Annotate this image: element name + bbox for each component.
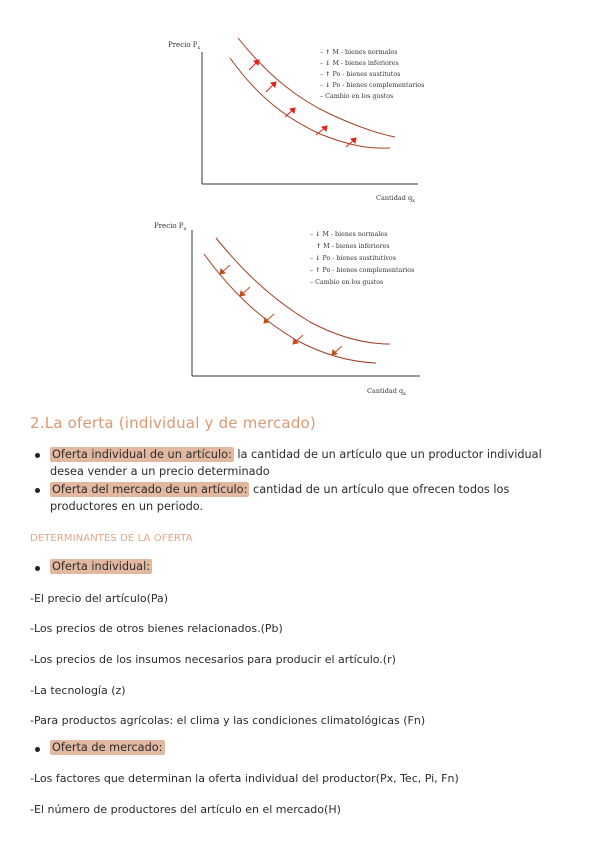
bullet-dot <box>35 747 40 752</box>
market-supply-label <box>28 741 165 754</box>
legend-item: – ↓ Po - bienes complementarios <box>320 82 425 89</box>
determinant-item: -El precio del artículo(Pa) <box>30 592 169 605</box>
individual-supply-label <box>28 560 152 573</box>
legend-item: – ↓ Po - bienes sustitutivos <box>310 255 396 262</box>
highlighted-term: Oferta del mercado de un artículo: <box>52 483 248 496</box>
legend-item: – ↑ Po - bienes sustitutos <box>320 71 401 78</box>
demand-shift-right-figure <box>150 30 450 210</box>
list-item <box>28 447 568 480</box>
highlighted-term: Oferta individual de un artículo: <box>52 448 232 461</box>
definition-list <box>28 447 568 517</box>
y-axis-label: Precio $P_x$ <box>154 222 187 232</box>
legend <box>320 49 424 100</box>
x-axis-label: Cantidad $q_x$ <box>376 194 415 204</box>
determinant-item: -Los factores que determinan la oferta individual del productor(Px, Tec, Pi, Fn) <box>30 772 459 785</box>
legend-item: – ↓ M - bienes inferiores <box>320 60 399 67</box>
y-axis-label: Precio $P_x$ <box>168 41 201 51</box>
determinant-item: -La tecnología (z) <box>30 684 126 697</box>
demand-shift-left-figure <box>140 218 450 398</box>
demand-curve-initial <box>216 238 390 344</box>
determinant-item: -El número de productores del artículo en el mercado(H) <box>30 803 341 816</box>
highlighted-term: Oferta individual: <box>52 560 151 573</box>
determinant-item: -Los precios de los insumos necesarios para producir el artículo.(r) <box>30 653 396 666</box>
legend-item: – Cambio en los gustos <box>320 93 394 100</box>
bullet-dot <box>35 488 40 493</box>
bullet-dot <box>35 453 40 458</box>
section-title: 2.La oferta (individual y de mercado) <box>30 414 316 432</box>
list-item <box>28 482 568 515</box>
legend-item: – ↑ M - bienes normales <box>320 49 398 56</box>
shift-arrow-head <box>322 126 327 131</box>
determinant-item: -Para productos agrícolas: el clima y las condiciones climatológicas (Fn) <box>30 714 426 727</box>
legend <box>310 231 414 286</box>
highlighted-term: Oferta de mercado: <box>52 741 163 754</box>
legend-item: – ↓ M - bienes normales <box>310 231 388 238</box>
legend-item: ↑ M - bienes inferiores <box>316 243 390 250</box>
determinant-item: -Los precios de otros bienes relacionados.(Pb) <box>30 622 283 635</box>
x-axis-label: Cantidad $q_x$ <box>367 387 406 397</box>
definition-text: la cantidad de un artículo que un productor individual desea vender a un precio determinado <box>50 448 542 478</box>
legend-item: – ↑ Po - bienes complementarios <box>310 267 415 274</box>
bullet-dot <box>35 566 40 571</box>
determinants-heading: DETERMINANTES DE LA OFERTA <box>30 533 193 544</box>
definition-text: cantidad de un artículo que ofrecen todos los productores en un periodo. <box>50 483 510 513</box>
legend-item: – Cambio en los gustos <box>310 279 384 286</box>
